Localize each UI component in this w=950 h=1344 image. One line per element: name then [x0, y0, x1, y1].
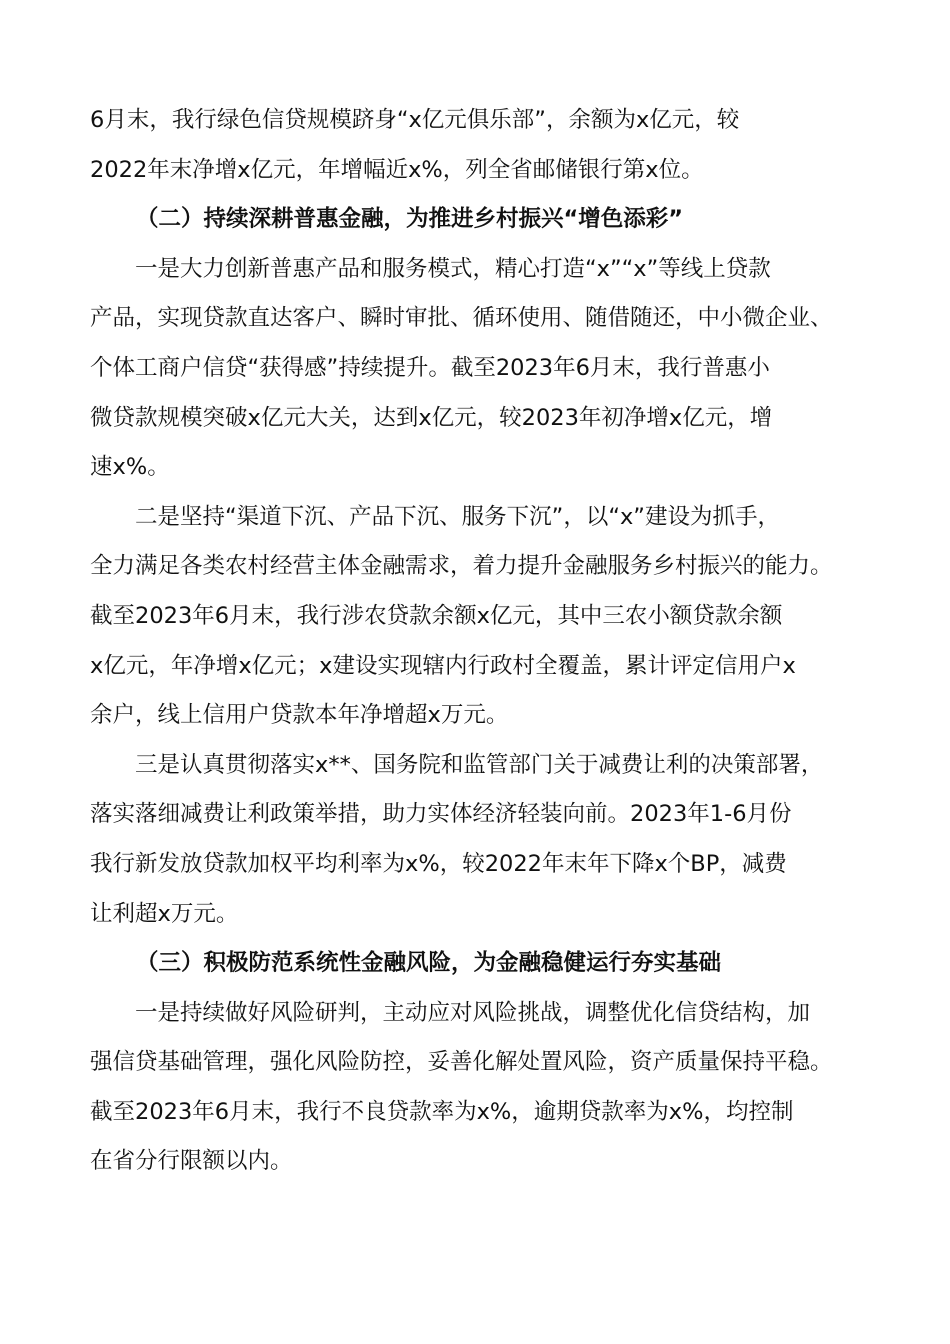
text-line: 全力满足各类农村经营主体金融需求，着力提升金融服务乡村振兴的能力。: [90, 553, 833, 580]
text-line: 微贷款规模突破x亿元大关，达到x亿元，较2023年初净增x亿元，增: [90, 404, 773, 431]
text-line: 落实落细减费让利政策举措，助力实体经济轻装向前。2023年1-6月份: [90, 801, 792, 828]
text-line: 三是认真贯彻落实x**、国务院和监管部门关于减费让利的决策部署，: [135, 751, 824, 778]
text-line: 我行新发放贷款加权平均利率为x%，较2022年末年下降x个BP，减费: [90, 850, 787, 877]
text-line: 强信贷基础管理，强化风险防控，妥善化解处置风险，资产质量保持平稳。: [90, 1049, 833, 1076]
text-line: 截至2023年6月末，我行涉农贷款余额x亿元，其中三农小额贷款余额: [90, 602, 783, 629]
text-line: x亿元，年净增x亿元；x建设实现辖内行政村全覆盖，累计评定信用户x: [90, 652, 796, 679]
text-line: 一是持续做好风险研判，主动应对风险挑战，调整优化信贷结构，加: [135, 999, 811, 1026]
text-line: 让利超x万元。: [90, 900, 239, 927]
section-heading-3: （三）积极防范系统性金融风险，为金融稳健运行夯实基础: [136, 950, 722, 977]
text-line: 余户，线上信用户贷款本年净增超x万元。: [90, 702, 509, 729]
text-line: 个体工商户信贷“获得感”持续提升。截至2023年6月末，我行普惠小: [90, 354, 770, 381]
text-line: 在省分行限额以内。: [90, 1148, 293, 1175]
text-line: 一是大力创新普惠产品和服务模式，精心打造“x”“x”等线上贷款: [135, 255, 771, 282]
text-line: 二是坚持“渠道下沉、产品下沉、服务下沉”，以“x”建设为抓手，: [135, 503, 780, 530]
text-line: 6月末，我行绿色信贷规模跻身“x亿元俱乐部”，余额为x亿元，较: [90, 107, 740, 133]
text-line: 速x%。: [90, 454, 170, 481]
text-line: 2022年末净增x亿元，年增幅近x%，列全省邮储银行第x位。: [90, 156, 704, 183]
section-heading-2: （二）持续深耕普惠金融，为推进乡村振兴“增色添彩”: [136, 206, 684, 233]
text-line: 截至2023年6月末，我行不良贷款率为x%，逾期贷款率为x%，均控制: [90, 1098, 794, 1125]
text-line: 产品，实现贷款直达客户、瞬时审批、循环使用、随借随还，中小微企业、: [90, 305, 833, 332]
document-body: [90, 96, 870, 1187]
